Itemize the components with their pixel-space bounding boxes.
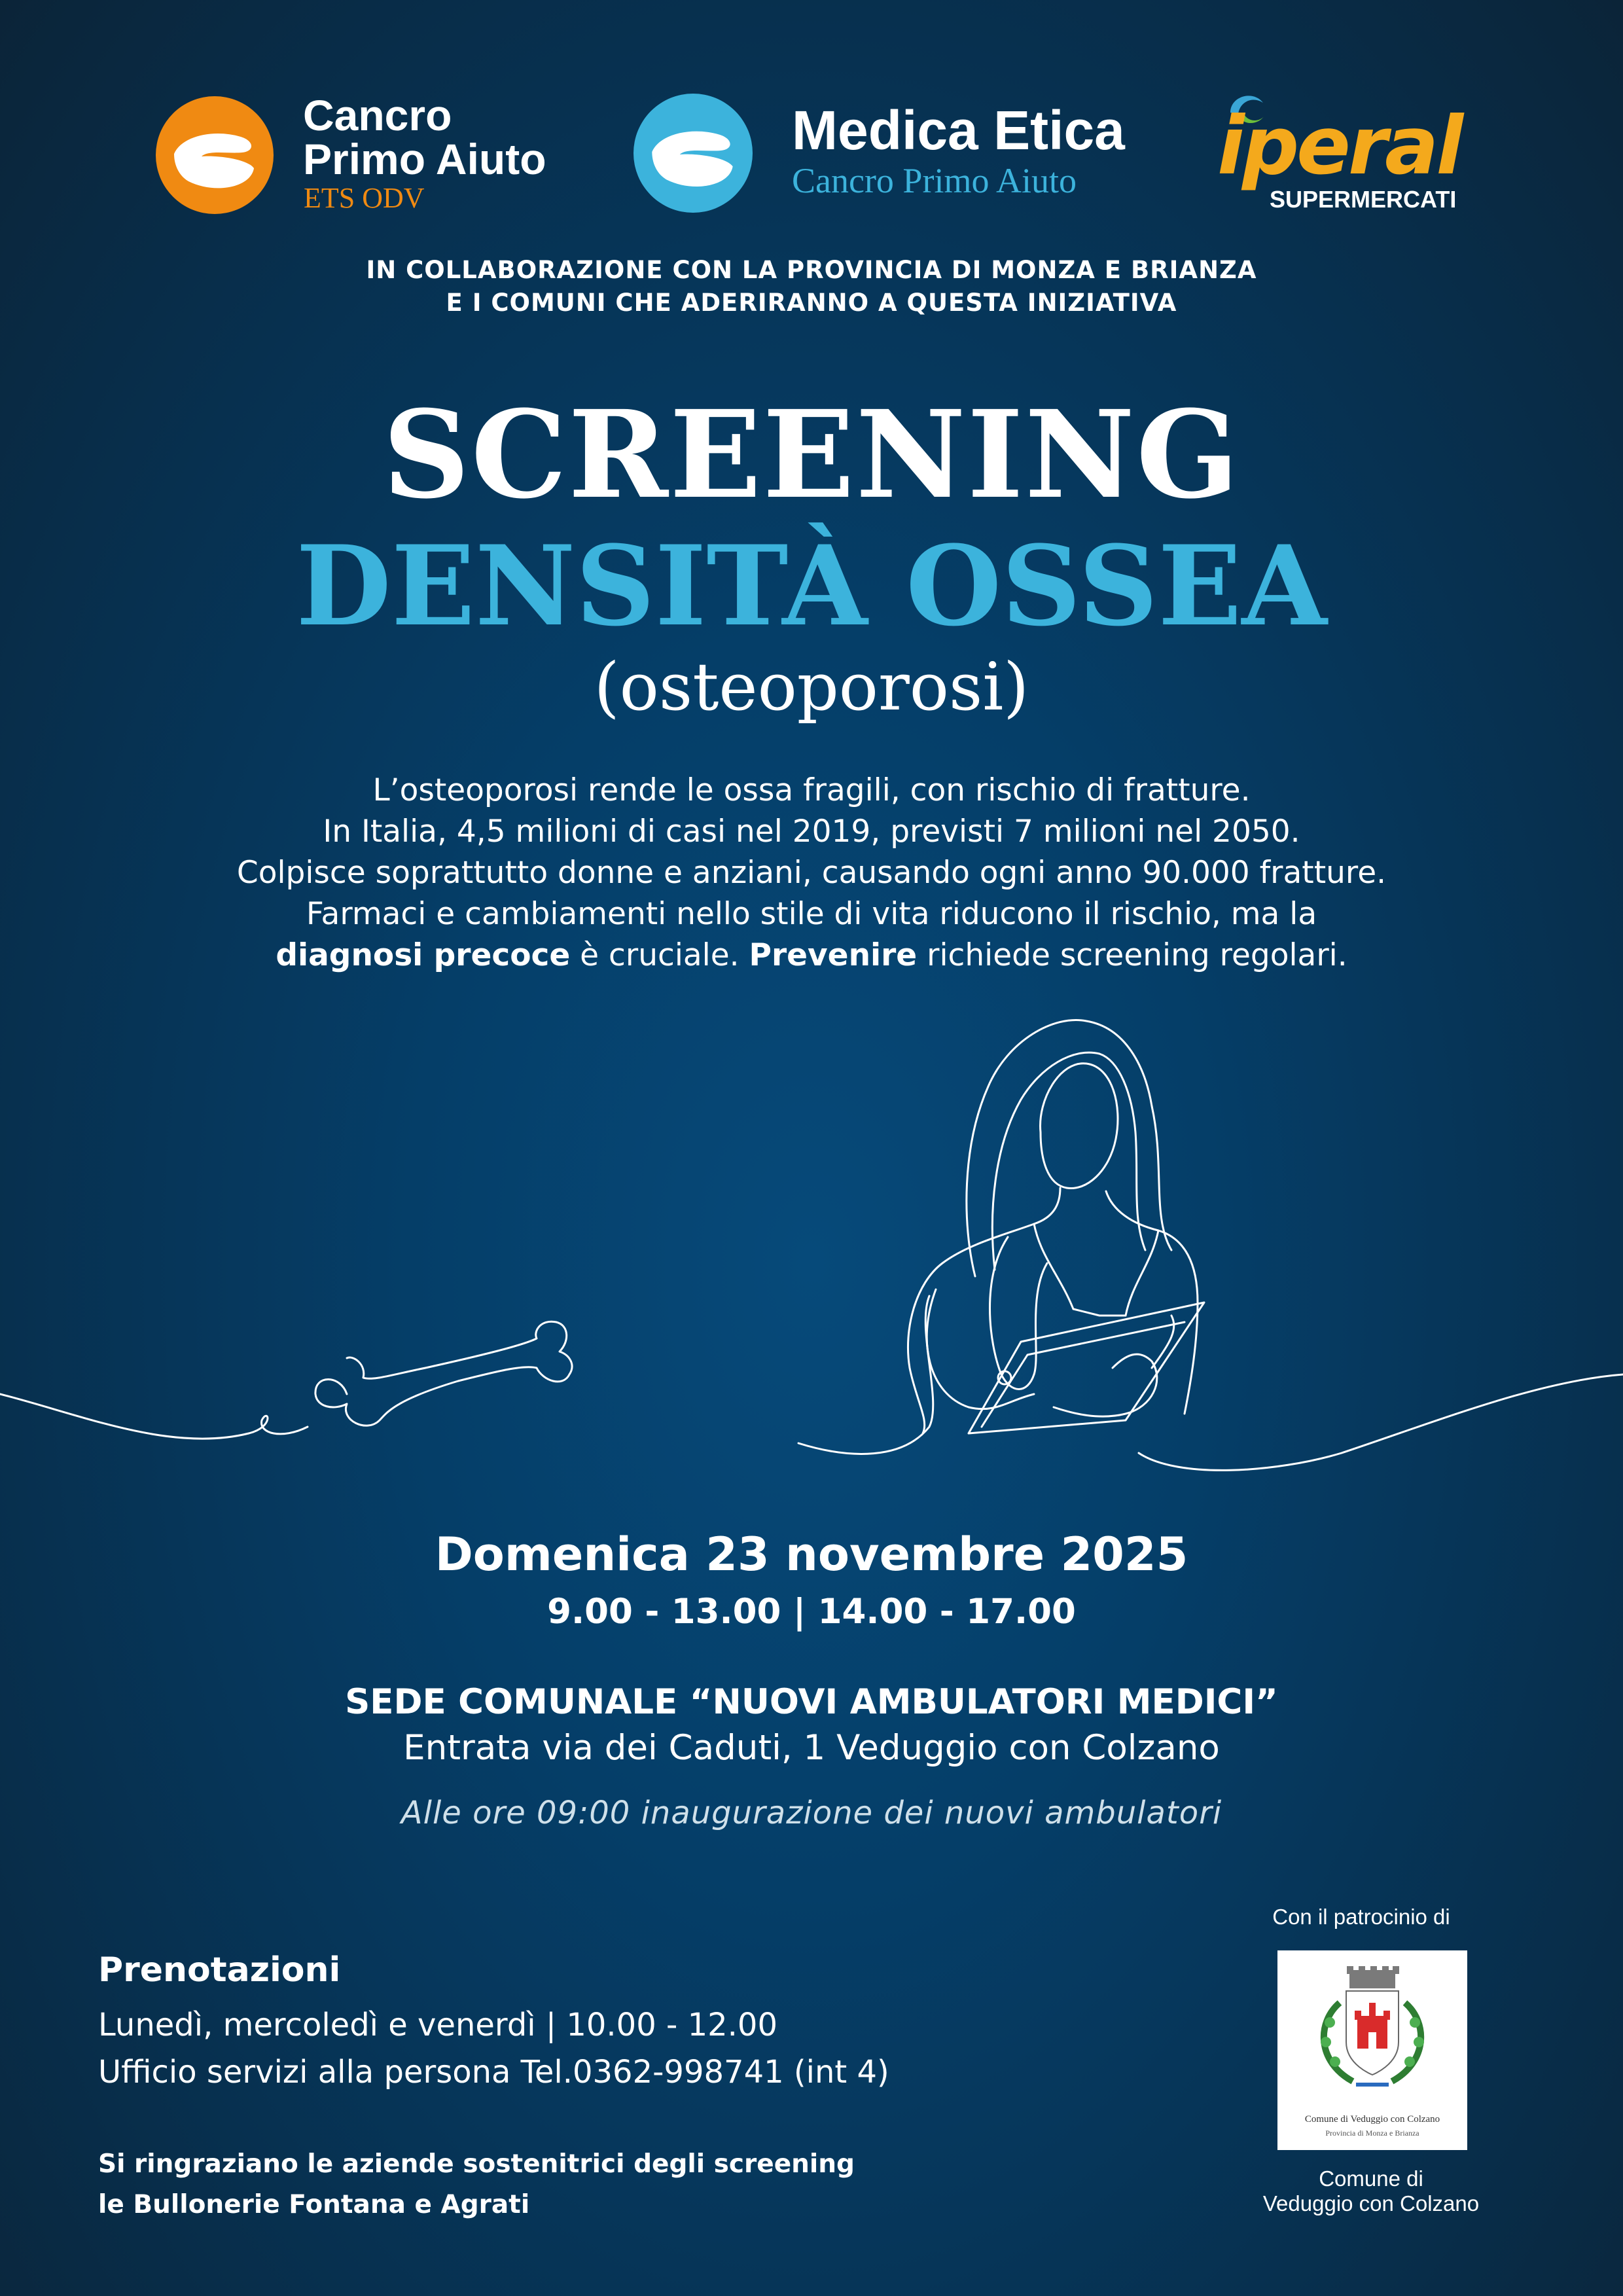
description-line4: Farmaci e cambiamenti nello stile di vita riducono il rischio, ma la — [306, 896, 1317, 932]
description-line5 — [0, 935, 1623, 976]
municipality-name-line1: Comune di — [1319, 2166, 1423, 2191]
logo-cpa-line1: Cancro — [303, 91, 452, 139]
logo-medica-name: Medica Etica — [792, 99, 1125, 161]
description-line5-mid: è cruciale. — [570, 937, 749, 973]
hand-logo-icon — [156, 96, 274, 214]
crest-line2: Provincia di Monza e Brianza — [1325, 2128, 1419, 2138]
description-line2: In Italia, 4,5 milioni di casi nel 2019, previsti 7 milioni nel 2050. — [323, 814, 1300, 850]
bold-diagnosi: diagnosi precoce — [276, 937, 571, 973]
logo-medica-etica — [633, 94, 1157, 218]
description-line5-end: richiede screening regolari. — [917, 937, 1347, 973]
collaboration-line2: E I COMUNI CHE ADERIRANNO A QUESTA INIZIATIVA — [446, 289, 1177, 317]
crest-line1: Comune di Veduggio con Colzano — [1304, 2114, 1440, 2125]
booking-office: Ufficio servizi alla persona Tel.0362-998741 (int 4) — [98, 2054, 889, 2090]
patronage-label: Con il patrocinio di — [1272, 1905, 1450, 1929]
logo-cancro-primo-aiuto — [156, 91, 575, 218]
event-inauguration: Alle ore 09:00 inaugurazione dei nuovi ambulatori — [401, 1795, 1222, 1831]
iperal-sub: SUPERMERCATI — [1270, 186, 1457, 213]
thanks-line2: le Bullonerie Fontana e Agrati — [98, 2190, 530, 2219]
thanks-section — [98, 2144, 1080, 2225]
event-hours: 9.00 - 13.00 | 14.00 - 17.00 — [547, 1592, 1076, 1632]
logo-cpa-sub: ETS ODV — [304, 182, 425, 214]
booking-section — [98, 1950, 1080, 2096]
collaboration-line1: IN COLLABORAZIONE CON LA PROVINCIA DI MONZA E BRIANZA — [366, 256, 1257, 284]
logo-cpa-line2: Primo Aiuto — [303, 135, 546, 184]
title-densita-ossea: DENSITÀ OSSEA — [296, 521, 1327, 651]
doctor-bone-line-illustration — [0, 1001, 1623, 1486]
description — [0, 770, 1623, 976]
title-osteoporosi: (osteoporosi) — [594, 649, 1029, 725]
crest-icon — [1277, 1950, 1467, 2121]
event-address: Entrata via dei Caduti, 1 Veduggio con Colzano — [403, 1728, 1220, 1768]
bold-prevenire: Prevenire — [749, 937, 918, 973]
municipality-name — [1230, 2166, 1512, 2216]
hand-logo-icon — [633, 94, 753, 213]
municipality-name-line2: Veduggio con Colzano — [1262, 2191, 1480, 2215]
logo-medica-sub: Cancro Primo Aiuto — [792, 161, 1077, 200]
thanks-line1: Si ringraziano le aziende sostenitrici degli screening — [98, 2149, 855, 2179]
logo-iperal — [1217, 86, 1479, 217]
municipality-crest — [1277, 1950, 1467, 2150]
event-venue: SEDE COMUNALE “NUOVI AMBULATORI MEDICI” — [345, 1682, 1278, 1722]
event-date: Domenica 23 novembre 2025 — [435, 1528, 1188, 1581]
booking-heading: Prenotazioni — [98, 1950, 341, 1990]
booking-days: Lunedì, mercoledì e venerdì | 10.00 - 12.00 — [98, 2007, 777, 2043]
collaboration-text — [0, 254, 1623, 319]
title-screening: SCREENING — [382, 384, 1241, 526]
description-line3: Colpisce soprattutto donne e anziani, causando ogni anno 90.000 fratture. — [236, 855, 1387, 891]
iperal-name: iperal — [1217, 99, 1461, 192]
description-line1: L’osteoporosi rende le ossa fragili, con rischio di fratture. — [372, 772, 1251, 808]
